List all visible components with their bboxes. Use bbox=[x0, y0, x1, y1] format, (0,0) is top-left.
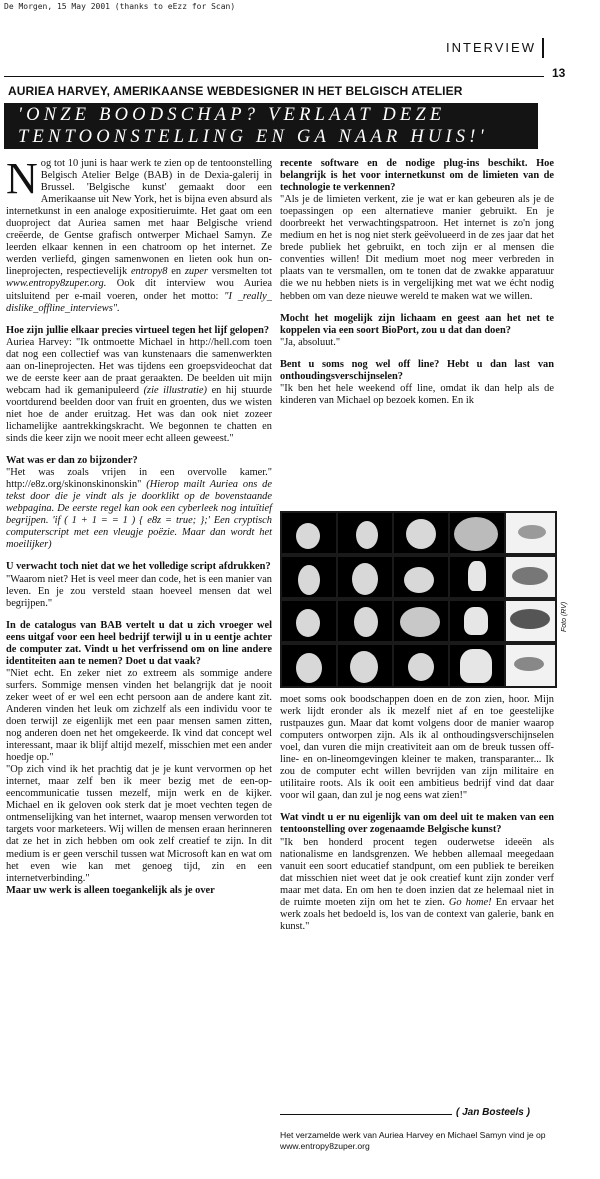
intro-motto: "I _really_ dislike_offline_interviews". bbox=[6, 290, 272, 314]
question-2: Wat was er dan zo bijzonder? bbox=[6, 455, 138, 467]
photo-cell bbox=[338, 645, 392, 686]
question-1: Hoe zijn jullie elkaar precies virtueel tegen het lijf gelopen? bbox=[6, 324, 270, 336]
photo-cell bbox=[450, 645, 504, 686]
photo-cell bbox=[506, 645, 555, 686]
answer-6: "Ja, absoluut." bbox=[280, 336, 341, 348]
photo-cell bbox=[282, 601, 336, 641]
question-7: Bent u soms nog wel off line? Hebt u dan last van onthoudingsverschijnselen? bbox=[280, 358, 554, 382]
answer-2-editor-note: (Hierop mailt Auriea ons de tekst door die je vindt als je doorklikt op de bovenstaande webpagina. De eerste regel kan ook een cyberleek nog intuïtief begrijpen. 'if ( 1 + 1 = = 1 ) { e8z = true; };' Een cryptisch computerscript met een vleugje poëzie. Maar dan wordt het moeilijker) bbox=[6, 479, 272, 551]
author-signature: ( Jan Bosteels ) bbox=[456, 1107, 530, 1118]
headline-line-1: 'ONZE BOODSCHAP? VERLAAT DEZE bbox=[18, 105, 446, 125]
answer-4b: "Op zich vind ik het prachtig dat je je kunt vervormen op het internet, maar zelf ben ik meer bezig met de een-op-eencommunicatie tussen mezelf, mijn werk en de kijker. Michael en ik geloven ook sterk dat je moet vechten tegen de ontmenselijking van het internet, waarop mensen verworden tot targets voor marketeers. Wij willen de mensen eraan herinneren dat ze het in zich hebben om ook zelf creatief te zijn. In dit medium is er geen verschil tussen wat Microsoft kan en wat om het even wie kan met genoeg tijd, zin en een internetverbinding." bbox=[6, 764, 272, 884]
photo-cell bbox=[506, 557, 555, 597]
drop-cap: N bbox=[6, 154, 38, 203]
photo-cell bbox=[506, 601, 555, 641]
footnote: Het verzamelde werk van Auriea Harvey en Michael Samyn vind je op www.entropy8zuper.org bbox=[280, 1130, 546, 1151]
header-rule bbox=[4, 76, 544, 77]
answer-3: "Waarom niet? Het is veel meer dan code, het is een manier van leven. En je zou versteld staan hoeveel mensen dat wel begrijpen." bbox=[6, 573, 272, 609]
answer-8-end: En ervaar het werk zoals het bedoeld is, los van de context van galerie, bank en kunst." bbox=[280, 896, 554, 932]
answer-2-text: "Het was zoals vrijen in een overvolle kamer." http://e8z.org/skinonskinonskin" bbox=[6, 467, 272, 491]
photo-cell bbox=[506, 513, 555, 553]
photo-cell bbox=[394, 513, 448, 553]
photo-cell bbox=[394, 557, 448, 597]
photo-cell bbox=[338, 601, 392, 641]
answer-8-text: "Ik ben honderd procent tegen ouderwetse ideeën als nationalisme en landsgrenzen. We hebben allemaal meegedaan vanuit een soort educatief standpunt, om een publiek te bereiken dat misschien niet weet dat je ook creatief kunt zijn zonder verf maar met data. En om hen te doen inzien dat ze helemaal niet in de ruimte moeten zijn om het te zien. bbox=[280, 836, 554, 908]
question-5-end: recente software en de nodige plug-ins beschikt. Hoe belangrijk is het voor internetkunst om de limieten van de technologie te verkennen? bbox=[280, 158, 554, 194]
photo-cell bbox=[282, 557, 336, 597]
right-column-bottom bbox=[280, 694, 554, 933]
intro-url: www.entropy8zuper.org. bbox=[6, 278, 107, 290]
answer-8-go-home: Go home! bbox=[448, 896, 492, 908]
question-3: U verwacht toch niet dat we het volledige script afdrukken? bbox=[6, 561, 271, 573]
answer-5: "Als je de limieten verkent, zie je wat er kan gebeuren als je de toepassingen op een alternatieve manier gebruikt. En je doorbreekt het verwachtingspatroon. Het internet is zo'n jong medium en het is nog niet sterk geëvolueerd in de zes jaar dat het brede publiek het gebruikt, en toch zijn er al mensen die conventies willen! Dit medium moet nog meer verbreden in plaats van te versmallen, om te tonen dat de zwakke apparatuur die we nu hebben niets is in vergelijking met wat we écht nodig hebben om van deze nieuwe wereld te maken wat we willen. bbox=[280, 194, 554, 302]
page-number: 13 bbox=[552, 66, 566, 80]
photo-cell bbox=[282, 645, 336, 686]
answer-8 bbox=[280, 837, 554, 933]
answer-1-end: en hij stuurde voortdurend beelden door van fruit en groenten, dus we wisten niet hoe de ander eruitzag. Het was dan ook niet zozeer lichamelijke aantrekkingskracht. We begonnen te chatten en sinds die keer zijn we nooit meer echt alleen geweest." bbox=[6, 384, 272, 445]
answer-2 bbox=[6, 467, 272, 551]
photo-credit: Foto (RV) bbox=[561, 601, 568, 632]
answer-4: "Niet echt. En zeker niet zo extreem als sommige andere surfers. Sommige mensen vinden het belangrijk dat je nooit zeker weet of er wel een echt persoon aan de andere kant zit. Anderen vinden het leuk om zichzelf als een individu voor te doen terwijl ze eigenlijk met een paar mensen samen zitten, nog anderen doen net het omgekeerde. Ik vind dat concept wel interessant, maar ik blijf altijd mezelf, misschien met een ander hoedje op." bbox=[6, 667, 272, 764]
intro-end: Ook dit interview wou Auriea uitsluitend per e-mail voeren, onder het motto: bbox=[6, 278, 272, 302]
right-column-top bbox=[280, 158, 554, 407]
answer-1 bbox=[6, 337, 272, 445]
question-8: Wat vindt u er nu eigenlijk van om deel uit te maken van een tentoonstelling over zogenaamde Belgische kunst? bbox=[280, 812, 554, 836]
question-5-start: Maar uw werk is alleen toegankelijk als je over bbox=[6, 884, 215, 896]
answer-7-continued: moet soms ook boodschappen doen en de zon zien, hoor. Mijn werk lijdt eronder als ik mezelf niet af en toe geestelijke rustpauzes gun. Maar dat komt volgens door de manier waarop computers ontworpen zijn. Als ik al onthoudingsverschijnselen voel, dan vuren die mijn creativiteit aan om de breuk tussen off-line- en on-lineomgevingen kleiner te maken, transparanter... Ik zou de computer echt willen bevrijden van zijn militaire en utilitaire roots. Als ik ooit een ambitieus bedrijf vind dat daar voor wil gaan, dan zul je nog eens wat zien!" bbox=[280, 694, 554, 802]
left-column bbox=[6, 154, 273, 897]
question-4: In de catalogus van BAB vertelt u dat u zich vroeger wel eens uitgaf voor een heel bedrijf terwijl u in u eentje achter de computer zat. Vindt u het verfrissend om on line andere identiteiten aan te nemen? Doet u dat vaak? bbox=[6, 619, 272, 667]
answer-1-illustration-note: (zie illustratie) bbox=[143, 384, 208, 396]
answer-7: "Ik ben het hele weekend off line, omdat ik dan help als de kinderen van Michael op bezoek komen. En ik bbox=[280, 382, 554, 406]
photo-cell bbox=[338, 557, 392, 597]
article-subtitle: AURIEA HARVEY, AMERIKAANSE WEBDESIGNER IN HET BELGISCH ATELIER bbox=[8, 84, 463, 98]
headline-line-2: TENTOONSTELLING EN GA NAAR HUIS!' bbox=[18, 127, 488, 147]
photo-cell bbox=[394, 645, 448, 686]
scan-note: De Morgen, 15 May 2001 (thanks to eEzz for Scan) bbox=[4, 2, 236, 11]
photo-cell bbox=[450, 601, 504, 641]
intro-and: en bbox=[171, 266, 182, 278]
headline-banner bbox=[4, 103, 538, 149]
question-6: Mocht het mogelijk zijn lichaam en geest aan het net te koppelen via een soort BioPort, zou u dat dan doen? bbox=[280, 312, 554, 336]
signature-rule bbox=[280, 1114, 452, 1115]
intro-paragraph bbox=[6, 154, 273, 315]
section-divider bbox=[542, 38, 544, 58]
intro-entropy8: entropy8 bbox=[130, 266, 168, 278]
answer-1-text: Auriea Harvey: "Ik ontmoette Michael in http://hell.com toen dat nog een collectief was van kunstenaars die samenwerkten aan on-lineprojecten. Het was tijdens een groepsvideochat dat we de eerste keer aan de praat geraakten. De beelden uit mijn webcam had ik gemanipuleerd bbox=[6, 336, 272, 396]
intro-text: og tot 10 juni is haar werk te zien op de tentoonstelling Belgisch Atelier Belge (BAB) in de Dexia-galerij in Brussel. 'Belgische kunst' gemaakt door een Amerikaanse uit New York, het is bijna even absurd als internetkunst in een analoge expositieruimte. Het gaat om een duoproject dat Auriea samen met haar Belgische vriend creëerde, de Gentse grafisch ontwerper Michael Samyn. Ze leerden elkaar kennen in een chatroom op het internet. Ze werden verliefd, gingen samenwonen en lieten ook hun on-lineprojecten, respectievelijk bbox=[6, 158, 272, 278]
intro-merge: versmelten tot bbox=[211, 266, 273, 278]
photo-cell bbox=[338, 513, 392, 553]
section-label: INTERVIEW bbox=[446, 40, 536, 55]
photo-cell bbox=[282, 513, 336, 553]
photo-cell bbox=[450, 513, 504, 553]
photo-cell bbox=[394, 601, 448, 641]
intro-zuper: zuper bbox=[184, 266, 208, 278]
photo-cell bbox=[450, 557, 504, 597]
webcam-photo-collage bbox=[280, 511, 557, 688]
